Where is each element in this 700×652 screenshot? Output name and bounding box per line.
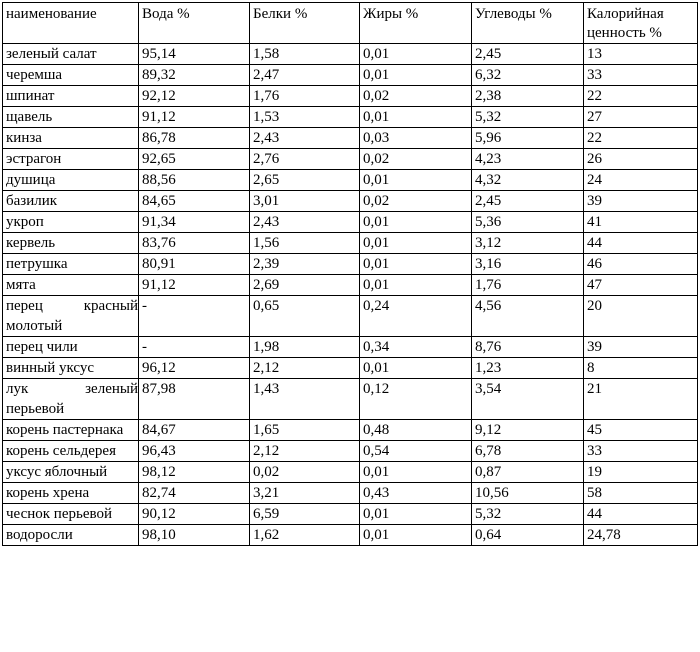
cell-fat: 0,48 xyxy=(360,420,472,441)
cell-carbs: 3,54 xyxy=(472,379,584,420)
cell-name: щавель xyxy=(3,107,139,128)
cell-protein: 1,58 xyxy=(250,44,360,65)
cell-calories: 24 xyxy=(584,170,698,191)
cell-carbs: 4,23 xyxy=(472,149,584,170)
header-calories: Калорийная ценность % xyxy=(584,3,698,44)
cell-protein: 0,02 xyxy=(250,462,360,483)
cell-protein: 3,21 xyxy=(250,483,360,504)
cell-protein: 1,56 xyxy=(250,233,360,254)
cell-name: кинза xyxy=(3,128,139,149)
table-row xyxy=(3,358,698,379)
cell-carbs: 4,32 xyxy=(472,170,584,191)
nutrition-table xyxy=(2,2,698,546)
cell-protein: 2,43 xyxy=(250,128,360,149)
cell-fat: 0,01 xyxy=(360,233,472,254)
cell-protein: 0,65 xyxy=(250,296,360,337)
table-row xyxy=(3,254,698,275)
cell-fat: 0,01 xyxy=(360,212,472,233)
cell-protein: 1,53 xyxy=(250,107,360,128)
cell-calories: 45 xyxy=(584,420,698,441)
header-name: наименование xyxy=(3,3,139,44)
table-row xyxy=(3,275,698,296)
header-carbs: Углеводы % xyxy=(472,3,584,44)
cell-name: петрушка xyxy=(3,254,139,275)
cell-fat: 0,01 xyxy=(360,275,472,296)
cell-water: - xyxy=(139,337,250,358)
cell-name: винный уксус xyxy=(3,358,139,379)
cell-calories: 22 xyxy=(584,86,698,107)
table-row xyxy=(3,525,698,546)
table-row xyxy=(3,441,698,462)
cell-protein: 2,47 xyxy=(250,65,360,86)
cell-fat: 0,54 xyxy=(360,441,472,462)
cell-name: перец чили xyxy=(3,337,139,358)
cell-water: 98,10 xyxy=(139,525,250,546)
cell-carbs: 1,23 xyxy=(472,358,584,379)
table-row xyxy=(3,233,698,254)
table-row xyxy=(3,128,698,149)
cell-water: 84,65 xyxy=(139,191,250,212)
cell-name: уксус яблочный xyxy=(3,462,139,483)
cell-fat: 0,01 xyxy=(360,65,472,86)
table-row xyxy=(3,65,698,86)
cell-protein: 1,65 xyxy=(250,420,360,441)
cell-name: душица xyxy=(3,170,139,191)
cell-fat: 0,01 xyxy=(360,44,472,65)
cell-protein: 1,62 xyxy=(250,525,360,546)
cell-name: перец красный молотый xyxy=(3,296,139,337)
cell-calories: 33 xyxy=(584,441,698,462)
cell-calories: 19 xyxy=(584,462,698,483)
cell-calories: 8 xyxy=(584,358,698,379)
cell-fat: 0,34 xyxy=(360,337,472,358)
cell-water: 91,12 xyxy=(139,275,250,296)
cell-name: водоросли xyxy=(3,525,139,546)
cell-fat: 0,01 xyxy=(360,107,472,128)
header-water: Вода % xyxy=(139,3,250,44)
cell-name: чеснок перьевой xyxy=(3,504,139,525)
table-row xyxy=(3,86,698,107)
cell-protein: 2,39 xyxy=(250,254,360,275)
cell-fat: 0,03 xyxy=(360,128,472,149)
cell-calories: 46 xyxy=(584,254,698,275)
cell-name: эстрагон xyxy=(3,149,139,170)
cell-water: 91,34 xyxy=(139,212,250,233)
cell-calories: 58 xyxy=(584,483,698,504)
cell-name: кервель xyxy=(3,233,139,254)
cell-name: зеленый салат xyxy=(3,44,139,65)
table-row xyxy=(3,191,698,212)
cell-protein: 2,69 xyxy=(250,275,360,296)
cell-water: 91,12 xyxy=(139,107,250,128)
cell-protein: 2,12 xyxy=(250,358,360,379)
cell-protein: 6,59 xyxy=(250,504,360,525)
cell-carbs: 2,45 xyxy=(472,191,584,212)
cell-calories: 44 xyxy=(584,504,698,525)
cell-carbs: 1,76 xyxy=(472,275,584,296)
table-row xyxy=(3,483,698,504)
cell-protein: 2,65 xyxy=(250,170,360,191)
cell-water: 87,98 xyxy=(139,379,250,420)
cell-protein: 1,76 xyxy=(250,86,360,107)
cell-name: шпинат xyxy=(3,86,139,107)
cell-water: 86,78 xyxy=(139,128,250,149)
cell-fat: 0,01 xyxy=(360,504,472,525)
cell-fat: 0,02 xyxy=(360,86,472,107)
cell-calories: 39 xyxy=(584,337,698,358)
cell-protein: 2,76 xyxy=(250,149,360,170)
cell-calories: 21 xyxy=(584,379,698,420)
cell-carbs: 2,38 xyxy=(472,86,584,107)
cell-name: корень пастернака xyxy=(3,420,139,441)
cell-carbs: 6,78 xyxy=(472,441,584,462)
table-body xyxy=(3,44,698,546)
cell-calories: 24,78 xyxy=(584,525,698,546)
cell-name: черемша xyxy=(3,65,139,86)
cell-protein: 3,01 xyxy=(250,191,360,212)
header-protein: Белки % xyxy=(250,3,360,44)
cell-fat: 0,01 xyxy=(360,254,472,275)
cell-water: 89,32 xyxy=(139,65,250,86)
cell-name: корень сельдерея xyxy=(3,441,139,462)
table-row xyxy=(3,462,698,483)
cell-fat: 0,43 xyxy=(360,483,472,504)
cell-calories: 20 xyxy=(584,296,698,337)
cell-carbs: 5,32 xyxy=(472,107,584,128)
cell-water: 83,76 xyxy=(139,233,250,254)
cell-fat: 0,01 xyxy=(360,462,472,483)
cell-carbs: 3,12 xyxy=(472,233,584,254)
cell-water: 80,91 xyxy=(139,254,250,275)
cell-fat: 0,02 xyxy=(360,149,472,170)
table-row xyxy=(3,170,698,191)
cell-carbs: 2,45 xyxy=(472,44,584,65)
cell-protein: 1,98 xyxy=(250,337,360,358)
cell-water: 88,56 xyxy=(139,170,250,191)
cell-fat: 0,01 xyxy=(360,170,472,191)
cell-carbs: 10,56 xyxy=(472,483,584,504)
cell-carbs: 4,56 xyxy=(472,296,584,337)
cell-calories: 39 xyxy=(584,191,698,212)
cell-water: 90,12 xyxy=(139,504,250,525)
cell-water: 96,43 xyxy=(139,441,250,462)
cell-water: 84,67 xyxy=(139,420,250,441)
cell-name: корень хрена xyxy=(3,483,139,504)
header-fat: Жиры % xyxy=(360,3,472,44)
cell-carbs: 0,64 xyxy=(472,525,584,546)
cell-water: 82,74 xyxy=(139,483,250,504)
cell-water: 98,12 xyxy=(139,462,250,483)
cell-carbs: 5,36 xyxy=(472,212,584,233)
table-row xyxy=(3,107,698,128)
cell-carbs: 5,96 xyxy=(472,128,584,149)
cell-name: лук зеленый перьевой xyxy=(3,379,139,420)
cell-water: - xyxy=(139,296,250,337)
table-row xyxy=(3,420,698,441)
cell-fat: 0,02 xyxy=(360,191,472,212)
cell-fat: 0,12 xyxy=(360,379,472,420)
cell-carbs: 8,76 xyxy=(472,337,584,358)
cell-calories: 26 xyxy=(584,149,698,170)
cell-fat: 0,01 xyxy=(360,358,472,379)
cell-fat: 0,24 xyxy=(360,296,472,337)
cell-fat: 0,01 xyxy=(360,525,472,546)
cell-calories: 33 xyxy=(584,65,698,86)
cell-carbs: 3,16 xyxy=(472,254,584,275)
cell-protein: 1,43 xyxy=(250,379,360,420)
cell-water: 92,65 xyxy=(139,149,250,170)
table-row xyxy=(3,149,698,170)
cell-calories: 47 xyxy=(584,275,698,296)
cell-calories: 44 xyxy=(584,233,698,254)
cell-carbs: 9,12 xyxy=(472,420,584,441)
table-row xyxy=(3,504,698,525)
table-row xyxy=(3,379,698,420)
cell-name: укроп xyxy=(3,212,139,233)
header-row xyxy=(3,3,698,44)
cell-carbs: 6,32 xyxy=(472,65,584,86)
cell-carbs: 0,87 xyxy=(472,462,584,483)
cell-calories: 22 xyxy=(584,128,698,149)
cell-carbs: 5,32 xyxy=(472,504,584,525)
table-row xyxy=(3,44,698,65)
cell-calories: 13 xyxy=(584,44,698,65)
cell-water: 95,14 xyxy=(139,44,250,65)
table-row xyxy=(3,337,698,358)
cell-calories: 41 xyxy=(584,212,698,233)
cell-name: мята xyxy=(3,275,139,296)
cell-water: 96,12 xyxy=(139,358,250,379)
cell-calories: 27 xyxy=(584,107,698,128)
cell-name: базилик xyxy=(3,191,139,212)
table-row xyxy=(3,212,698,233)
cell-protein: 2,12 xyxy=(250,441,360,462)
table-row xyxy=(3,296,698,337)
cell-water: 92,12 xyxy=(139,86,250,107)
cell-protein: 2,43 xyxy=(250,212,360,233)
